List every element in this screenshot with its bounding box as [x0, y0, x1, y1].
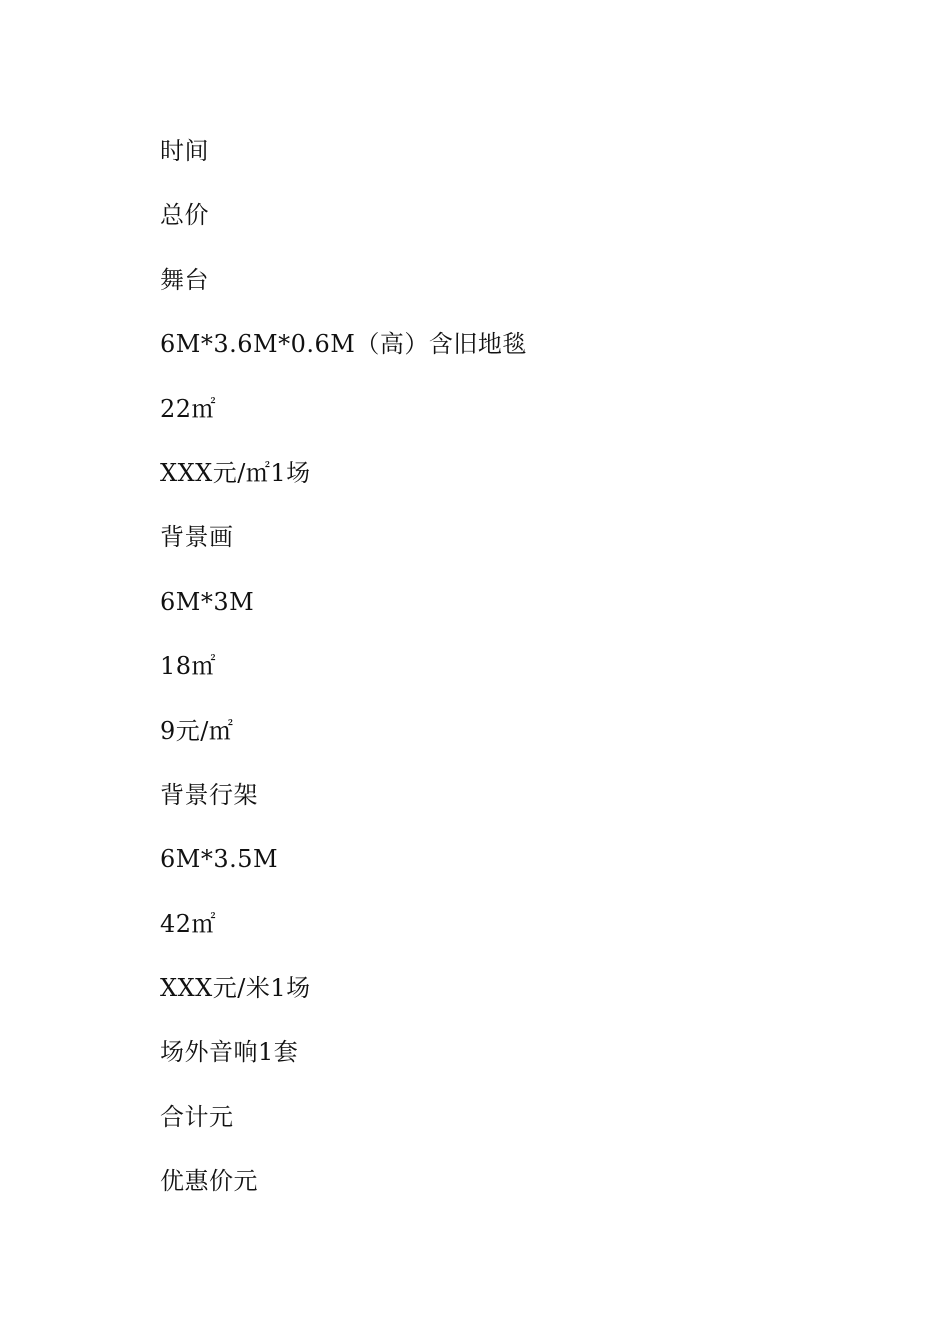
line-time: 时间 [160, 137, 209, 165]
line-truss-area: 42㎡ [160, 909, 217, 938]
line-truss-size: 6M*3.5M [160, 845, 279, 874]
line-truss-rate: XXX元/米1场 [160, 974, 311, 1003]
line-backdrop-rate: 9元/㎡ [160, 716, 234, 745]
line-backdrop-area: 18㎡ [160, 652, 217, 681]
document-body [160, 133, 527, 1228]
line-backdrop: 背景画 [160, 523, 234, 552]
line-stage: 舞台 [160, 265, 209, 294]
line-backdrop-size: 6M*3M [160, 587, 255, 616]
line-truss: 背景行架 [160, 780, 258, 809]
line-stage-area: 22㎡ [160, 394, 217, 423]
line-subtotal: 合计元 [160, 1102, 234, 1131]
line-outdoor-audio: 场外音响1套 [160, 1038, 299, 1067]
line-discount-price: 优惠价元 [160, 1167, 258, 1196]
line-stage-size: 6M*3.6M*0.6M（高）含旧地毯 [160, 330, 527, 359]
line-total-price: 总价 [160, 201, 209, 230]
line-stage-rate: XXX元/㎡1场 [160, 458, 311, 487]
